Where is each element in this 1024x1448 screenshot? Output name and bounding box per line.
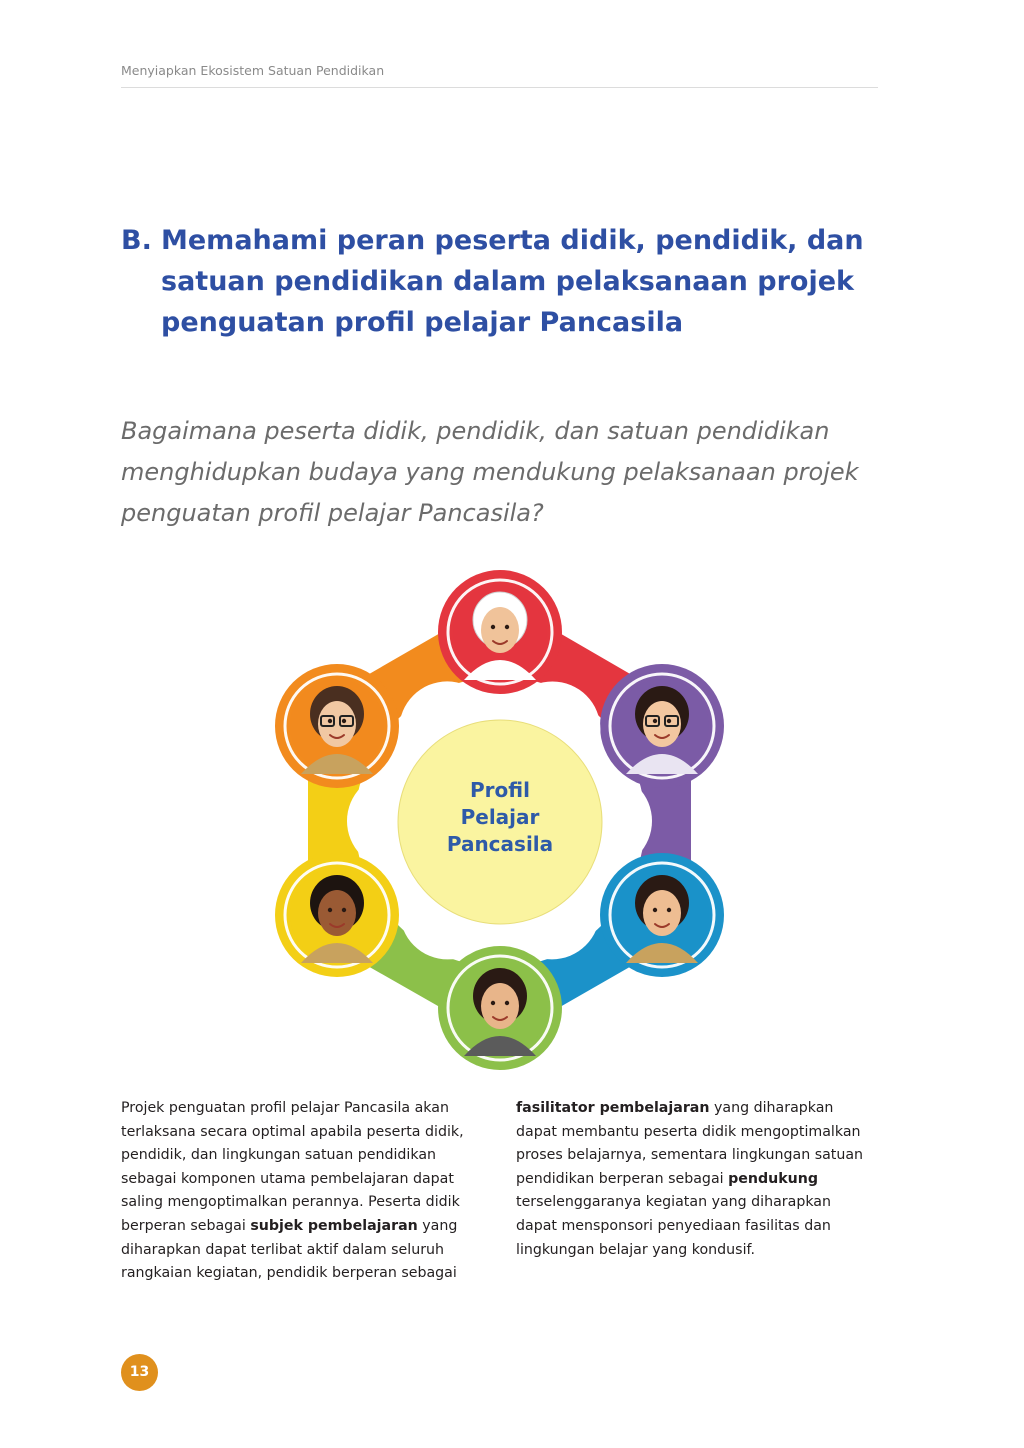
term-subjek-pembelajaran: subjek pembelajaran — [250, 1217, 418, 1234]
teacher-man-portrait-eye — [653, 908, 657, 912]
body-text: yang diharapkan dapat terlibat aktif dalam seluruh rangkaian kegiatan, pendidik berperan sebagai — [121, 1217, 458, 1282]
teacher-man-portrait-face — [643, 890, 681, 936]
curly-hair-boy-portrait-face — [318, 890, 356, 936]
body-text: Projek penguatan profil pelajar Pancasila akan terlaksana secara optimal apabila peserta didik, pendidik, dan lingkungan satuan pendidikan sebagai komponen utama pembelajaran dapat saling mengoptimalkan perannya. Peserta didik berperan sebagai — [121, 1100, 464, 1234]
curly-hair-boy-portrait-eye — [328, 908, 332, 912]
teacher-with-glasses-woman-portrait-face — [643, 701, 681, 747]
term-fasilitator-pembelajaran: fasilitator pembelajaran — [516, 1100, 710, 1116]
term-pendukung: pendukung — [728, 1170, 819, 1187]
boy-with-glasses-portrait-face — [318, 701, 356, 747]
center-label-line: Pancasila — [446, 832, 554, 856]
student-girl-portrait-eye — [505, 1001, 509, 1005]
running-header: Menyiapkan Ekosistem Satuan Pendidikan — [121, 63, 385, 78]
boy-with-glasses-portrait-eye — [342, 719, 346, 723]
teacher-man-portrait-eye — [667, 908, 671, 912]
body-column-left — [121, 1097, 473, 1286]
profil-pelajar-pancasila-diagram — [272, 568, 728, 1076]
hijab-student-portrait-face — [481, 607, 519, 653]
body-column-right — [516, 1097, 868, 1262]
teacher-with-glasses-woman-portrait-eye — [653, 719, 657, 723]
teacher-with-glasses-woman-portrait-eye — [667, 719, 671, 723]
header-divider — [121, 87, 878, 88]
student-girl-portrait-face — [481, 983, 519, 1029]
boy-with-glasses-portrait-eye — [328, 719, 332, 723]
hijab-student-portrait-eye — [505, 625, 509, 629]
body-text: yang diharapkan dapat membantu peserta didik mengoptimalkan proses belajarnya, sementara lingkungan satuan pendidikan berperan sebagai — [516, 1100, 864, 1187]
center-label-line: Pelajar — [460, 805, 540, 829]
curly-hair-boy-portrait-eye — [342, 908, 346, 912]
section-letter: B. — [121, 225, 152, 256]
section-title: Memahami peran peserta didik, pendidik, dan satuan pendidikan dalam pelaksanaan projek penguatan profil pelajar Pancasila — [161, 225, 864, 338]
section-heading — [121, 220, 901, 343]
page-number-badge: 13 — [121, 1354, 158, 1391]
guiding-question: Bagaimana peserta didik, pendidik, dan satuan pendidikan menghidupkan budaya yang mendukung pelaksanaan projek penguatan profil pelajar Pancasila? — [121, 417, 859, 527]
student-girl-portrait-eye — [491, 1001, 495, 1005]
diagram-graphic — [272, 568, 728, 1076]
hijab-student-portrait-eye — [491, 625, 495, 629]
body-text: terselenggaranya kegiatan yang diharapkan dapat mensponsori penyediaan fasilitas dan lingkungan belajar yang kondusif. — [516, 1194, 831, 1258]
center-label-line: Profil — [470, 778, 530, 802]
